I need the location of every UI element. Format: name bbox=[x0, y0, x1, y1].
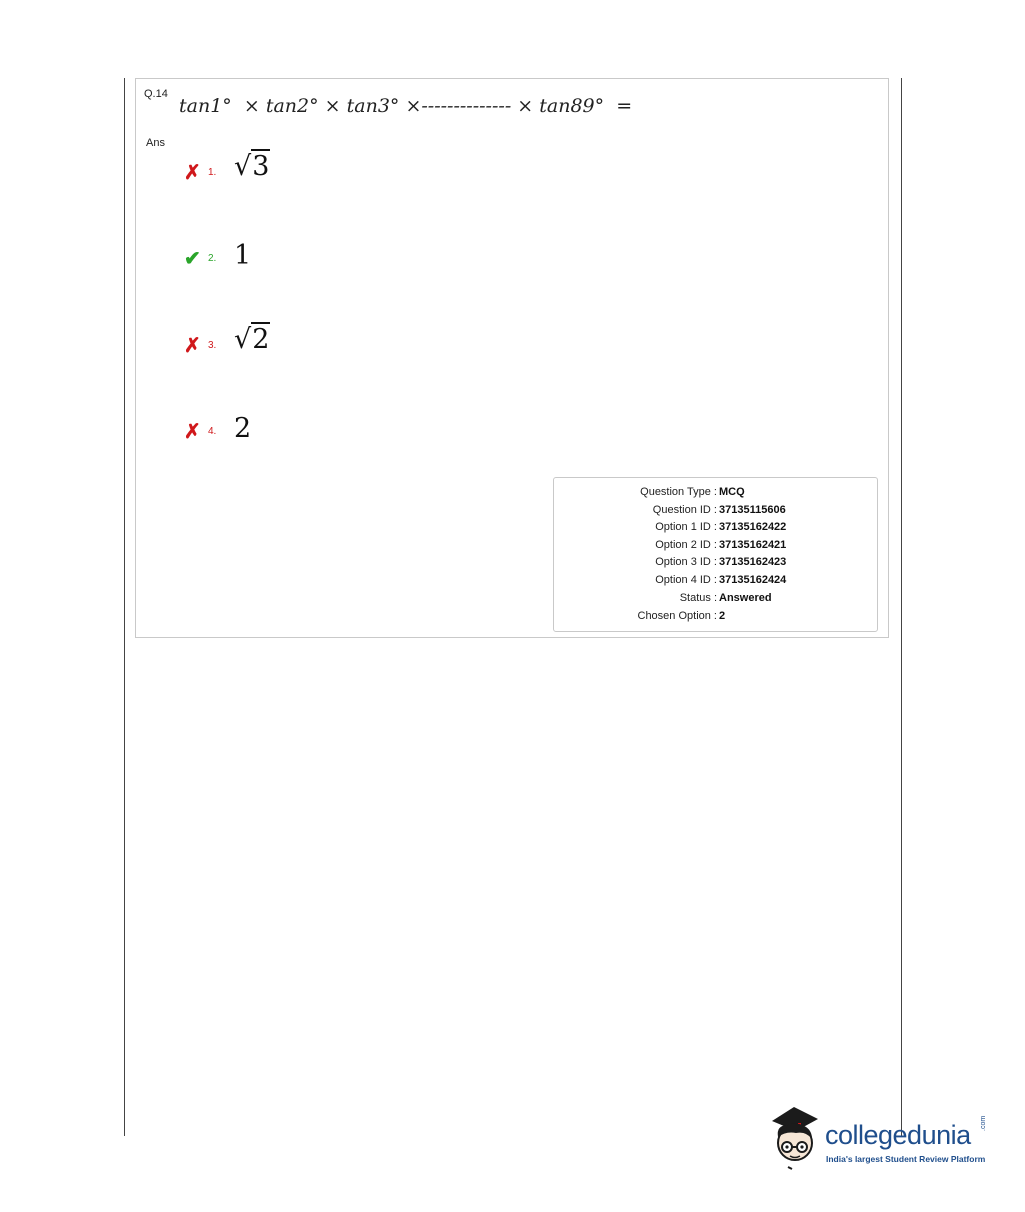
detail-option3-id: Option 3 ID : 37135162423 bbox=[655, 556, 787, 568]
detail-status: Status : Answered bbox=[679, 592, 772, 604]
graduate-face-logo-icon bbox=[766, 1103, 824, 1173]
brand-suffix: .com bbox=[980, 1115, 987, 1131]
detail-option1-id: Option 1 ID : 37135162422 bbox=[655, 521, 787, 533]
collegedunia-brand bbox=[766, 1103, 1006, 1173]
question-number: Q.14 bbox=[144, 88, 168, 100]
detail-option2-id: Option 2 ID : 37135162421 bbox=[655, 539, 787, 551]
wrong-mark-icon: ✗ bbox=[184, 421, 201, 443]
option-number: 3. bbox=[208, 340, 217, 351]
page-right-rule bbox=[901, 78, 902, 1136]
brand-name: collegedunia bbox=[825, 1120, 971, 1150]
page-left-rule bbox=[124, 78, 125, 1136]
option-value: √3 bbox=[234, 151, 270, 182]
correct-check-icon: ✔ bbox=[184, 248, 201, 270]
option-value: √2 bbox=[234, 324, 270, 355]
question-details-box bbox=[553, 477, 878, 632]
wrong-mark-icon: ✗ bbox=[184, 335, 201, 357]
wrong-mark-icon: ✗ bbox=[184, 162, 201, 184]
brand-tagline: India's largest Student Review Platform bbox=[826, 1154, 986, 1164]
detail-chosen-option: Chosen Option : 2 bbox=[637, 610, 726, 622]
detail-question-id: Question ID : 37135115606 bbox=[652, 504, 786, 516]
question-panel bbox=[135, 78, 889, 638]
option-value: 1 bbox=[234, 240, 252, 271]
option-number: 2. bbox=[208, 253, 217, 264]
option-value: 2 bbox=[234, 413, 252, 444]
option-number: 4. bbox=[208, 426, 217, 437]
detail-option4-id: Option 4 ID : 37135162424 bbox=[655, 574, 787, 586]
option-number: 1. bbox=[208, 167, 217, 178]
detail-question-type: Question Type : MCQ bbox=[640, 486, 745, 498]
answer-label: Ans bbox=[146, 137, 165, 149]
question-text: tan1° × tan2° × tan3° ×-------------- × tan89° = bbox=[179, 95, 633, 117]
